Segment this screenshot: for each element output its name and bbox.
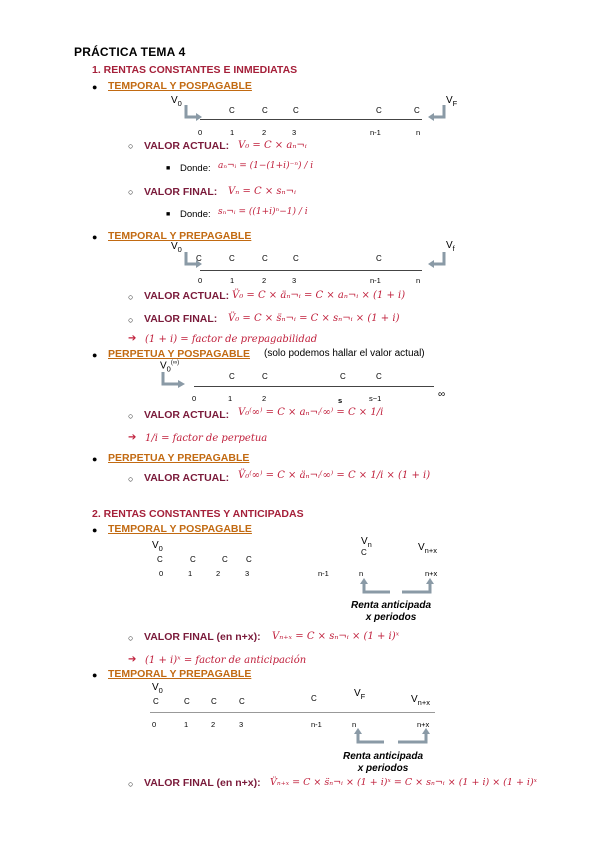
payment-c: C <box>196 254 202 263</box>
renta-anticipada-label: Renta anticipada <box>342 751 424 762</box>
tick-label: s−1 <box>369 394 382 403</box>
bullet-icon: ● <box>92 525 98 535</box>
anticipada-pospagable-heading: TEMPORAL Y POSPAGABLE <box>108 523 252 535</box>
valor-actual-label: VALOR ACTUAL: <box>144 472 230 484</box>
payment-c: C <box>211 697 217 706</box>
payment-c: C <box>293 106 299 115</box>
hollow-bullet-icon: ○ <box>128 292 134 302</box>
tick-label: 1 <box>184 720 189 729</box>
infinity-label: ∞ <box>438 389 446 400</box>
tick-label: 3 <box>292 276 297 285</box>
tick-label: 2 <box>262 128 267 137</box>
curved-arrow-icon <box>158 370 188 390</box>
payment-c: C <box>190 555 196 564</box>
valor-actual-label: VALOR ACTUAL: <box>144 409 230 421</box>
periodos-label: x periodos <box>357 763 409 774</box>
payment-c: C <box>262 372 268 381</box>
payment-c: C <box>222 555 228 564</box>
renta-anticipada-label: Renta anticipada <box>350 600 432 611</box>
payment-c: C <box>157 555 163 564</box>
payment-c: C <box>184 697 190 706</box>
curved-arrow-icon <box>180 103 204 123</box>
payment-c: C <box>376 372 382 381</box>
factor-note: (1 + i) = factor de prepagabilidad <box>145 334 318 345</box>
factor-note: (1 + i)ˣ = factor de anticipación <box>145 655 307 666</box>
v0-label: $V_0$ <box>171 241 182 254</box>
hollow-bullet-icon: ○ <box>128 315 134 325</box>
payment-c: C <box>239 697 245 706</box>
formula: V₀⁽∞⁾ = C × aₙ¬ᵢ⁽∞⁾ = C × 1/i <box>238 407 384 418</box>
payment-c: C <box>340 372 346 381</box>
anticipada-prepagable-heading: TEMPORAL Y PREPAGABLE <box>108 668 252 680</box>
formula: sₙ¬ᵢ = ((1+i)ⁿ−1) / i <box>218 207 308 217</box>
payment-c: C <box>361 548 367 557</box>
valor-final-label: VALOR FINAL (en n+x): <box>144 631 261 643</box>
tick-label: s <box>338 396 343 405</box>
formula: V̈₀ = C × s̈ₙ¬ᵢ = C × sₙ¬ᵢ × (1 + i) <box>228 313 400 324</box>
temporal-pospagable-heading: TEMPORAL Y POSPAGABLE <box>108 80 252 92</box>
v0-label: $V_0^{(\infty)}$ <box>160 360 180 374</box>
tick-label: 2 <box>216 569 221 578</box>
tick-label: 0 <box>152 720 157 729</box>
payment-c: C <box>376 254 382 263</box>
hollow-bullet-icon: ○ <box>128 141 134 151</box>
time-axis <box>200 270 422 271</box>
formula: aₙ¬ᵢ = (1−(1+i)⁻ⁿ) / i <box>218 161 314 171</box>
v0-label: $V_0$ <box>152 682 163 695</box>
right-arrow-icon: ➔ <box>128 432 137 443</box>
tick-label: n <box>352 720 357 729</box>
tick-label: 2 <box>211 720 216 729</box>
square-bullet-icon: ■ <box>166 165 171 172</box>
tick-label: 0 <box>159 569 164 578</box>
square-bullet-icon: ■ <box>166 211 171 218</box>
tick-label: n <box>359 569 364 578</box>
page-title: PRÁCTICA TEMA 4 <box>74 45 186 59</box>
vf-label: $V_F$ <box>354 688 366 701</box>
formula: Vₙ = C × sₙ¬ᵢ <box>228 186 296 197</box>
payment-c: C <box>311 694 317 703</box>
vf-label: $V_f$ <box>446 240 455 253</box>
bullet-icon: ● <box>92 232 98 242</box>
curved-arrow-icon <box>354 578 394 598</box>
formula: Vₙ₊ₓ = C × sₙ¬ᵢ × (1 + i)ˣ <box>272 631 400 642</box>
curved-arrow-icon <box>424 103 448 123</box>
payment-c: C <box>229 372 235 381</box>
tick-label: n-1 <box>370 128 381 137</box>
valor-final-label: VALOR FINAL: <box>144 186 218 198</box>
tick-label: n <box>416 128 421 137</box>
payment-c: C <box>262 106 268 115</box>
bullet-icon: ● <box>92 670 98 680</box>
tick-label: 2 <box>262 276 267 285</box>
donde-label: Donde: <box>180 209 211 220</box>
payment-c: C <box>414 106 420 115</box>
tick-label: 0 <box>198 276 203 285</box>
perpetua-prepagable-heading: PERPETUA Y PREPAGABLE <box>108 452 250 464</box>
valor-actual-label: VALOR ACTUAL: <box>144 290 230 302</box>
time-axis <box>150 712 435 713</box>
periodos-label: x periodos <box>365 612 417 623</box>
curved-arrow-icon <box>400 578 440 598</box>
formula: V̈₀ = C × äₙ¬ᵢ = C × aₙ¬ᵢ × (1 + i) <box>232 290 406 301</box>
payment-c: C <box>293 254 299 263</box>
tick-label: n+x <box>417 720 430 729</box>
payment-c: C <box>229 254 235 263</box>
vnx-label: $V_{n+x}$ <box>411 694 430 707</box>
hollow-bullet-icon: ○ <box>128 633 134 643</box>
payment-c: C <box>376 106 382 115</box>
bullet-icon: ● <box>92 350 98 360</box>
formula: V₀ = C × aₙ¬ᵢ <box>238 140 307 151</box>
vnx-label: $V_{n+x}$ <box>418 542 437 555</box>
hollow-bullet-icon: ○ <box>128 187 134 197</box>
v0-label: $V_0$ <box>171 95 182 108</box>
tick-label: n-1 <box>311 720 322 729</box>
time-axis <box>200 119 422 120</box>
payment-c: C <box>262 254 268 263</box>
tick-label: 1 <box>230 128 235 137</box>
perpetua-aside: (solo podemos hallar el valor actual) <box>264 348 425 359</box>
tick-label: 2 <box>262 394 267 403</box>
vn-label: $V_n$ <box>361 536 372 549</box>
curved-arrow-icon <box>396 728 436 748</box>
tick-label: n+x <box>425 569 438 578</box>
tick-label: 3 <box>239 720 244 729</box>
tick-label: 1 <box>228 394 233 403</box>
section-2-heading: 2. RENTAS CONSTANTES Y ANTICIPADAS <box>92 508 304 520</box>
time-axis <box>194 386 434 387</box>
tick-label: 3 <box>292 128 297 137</box>
payment-c: C <box>153 697 159 706</box>
bullet-icon: ● <box>92 454 98 464</box>
payment-c: C <box>246 555 252 564</box>
perpetua-pospagable-heading: PERPETUA Y POSPAGABLE <box>108 348 250 360</box>
tick-label: n-1 <box>370 276 381 285</box>
hollow-bullet-icon: ○ <box>128 411 134 421</box>
tick-label: 0 <box>198 128 203 137</box>
vf-label: $V_F$ <box>446 95 458 108</box>
right-arrow-icon: ➔ <box>128 654 137 665</box>
formula: V̈₀⁽∞⁾ = C × äₙ¬ᵢ⁽∞⁾ = C × 1/i × (1 + i) <box>238 470 431 481</box>
right-arrow-icon: ➔ <box>128 333 137 344</box>
valor-final-label: VALOR FINAL: <box>144 313 218 325</box>
valor-final-label: VALOR FINAL (en n+x): <box>144 777 261 789</box>
tick-label: n-1 <box>318 569 329 578</box>
tick-label: 3 <box>245 569 250 578</box>
valor-actual-label: VALOR ACTUAL: <box>144 140 230 152</box>
curved-arrow-icon <box>348 728 388 748</box>
tick-label: n <box>416 276 421 285</box>
formula: V̈ₙ₊ₓ = C × s̈ₙ¬ᵢ × (1 + i)ˣ = C × sₙ¬ᵢ × (1 + i) × (1 + i)ˣ <box>270 777 538 788</box>
v0-label: $V_0$ <box>152 540 163 553</box>
hollow-bullet-icon: ○ <box>128 779 134 789</box>
factor-note: 1/i = factor de perpetua <box>145 433 268 444</box>
donde-label: Donde: <box>180 163 211 174</box>
payment-c: C <box>229 106 235 115</box>
bullet-icon: ● <box>92 82 98 92</box>
hollow-bullet-icon: ○ <box>128 474 134 484</box>
curved-arrow-icon <box>424 250 448 270</box>
tick-label: 1 <box>230 276 235 285</box>
temporal-prepagable-heading: TEMPORAL Y PREPAGABLE <box>108 230 252 242</box>
tick-label: 0 <box>192 394 197 403</box>
section-1-heading: 1. RENTAS CONSTANTES E INMEDIATAS <box>92 64 298 76</box>
tick-label: 1 <box>188 569 193 578</box>
